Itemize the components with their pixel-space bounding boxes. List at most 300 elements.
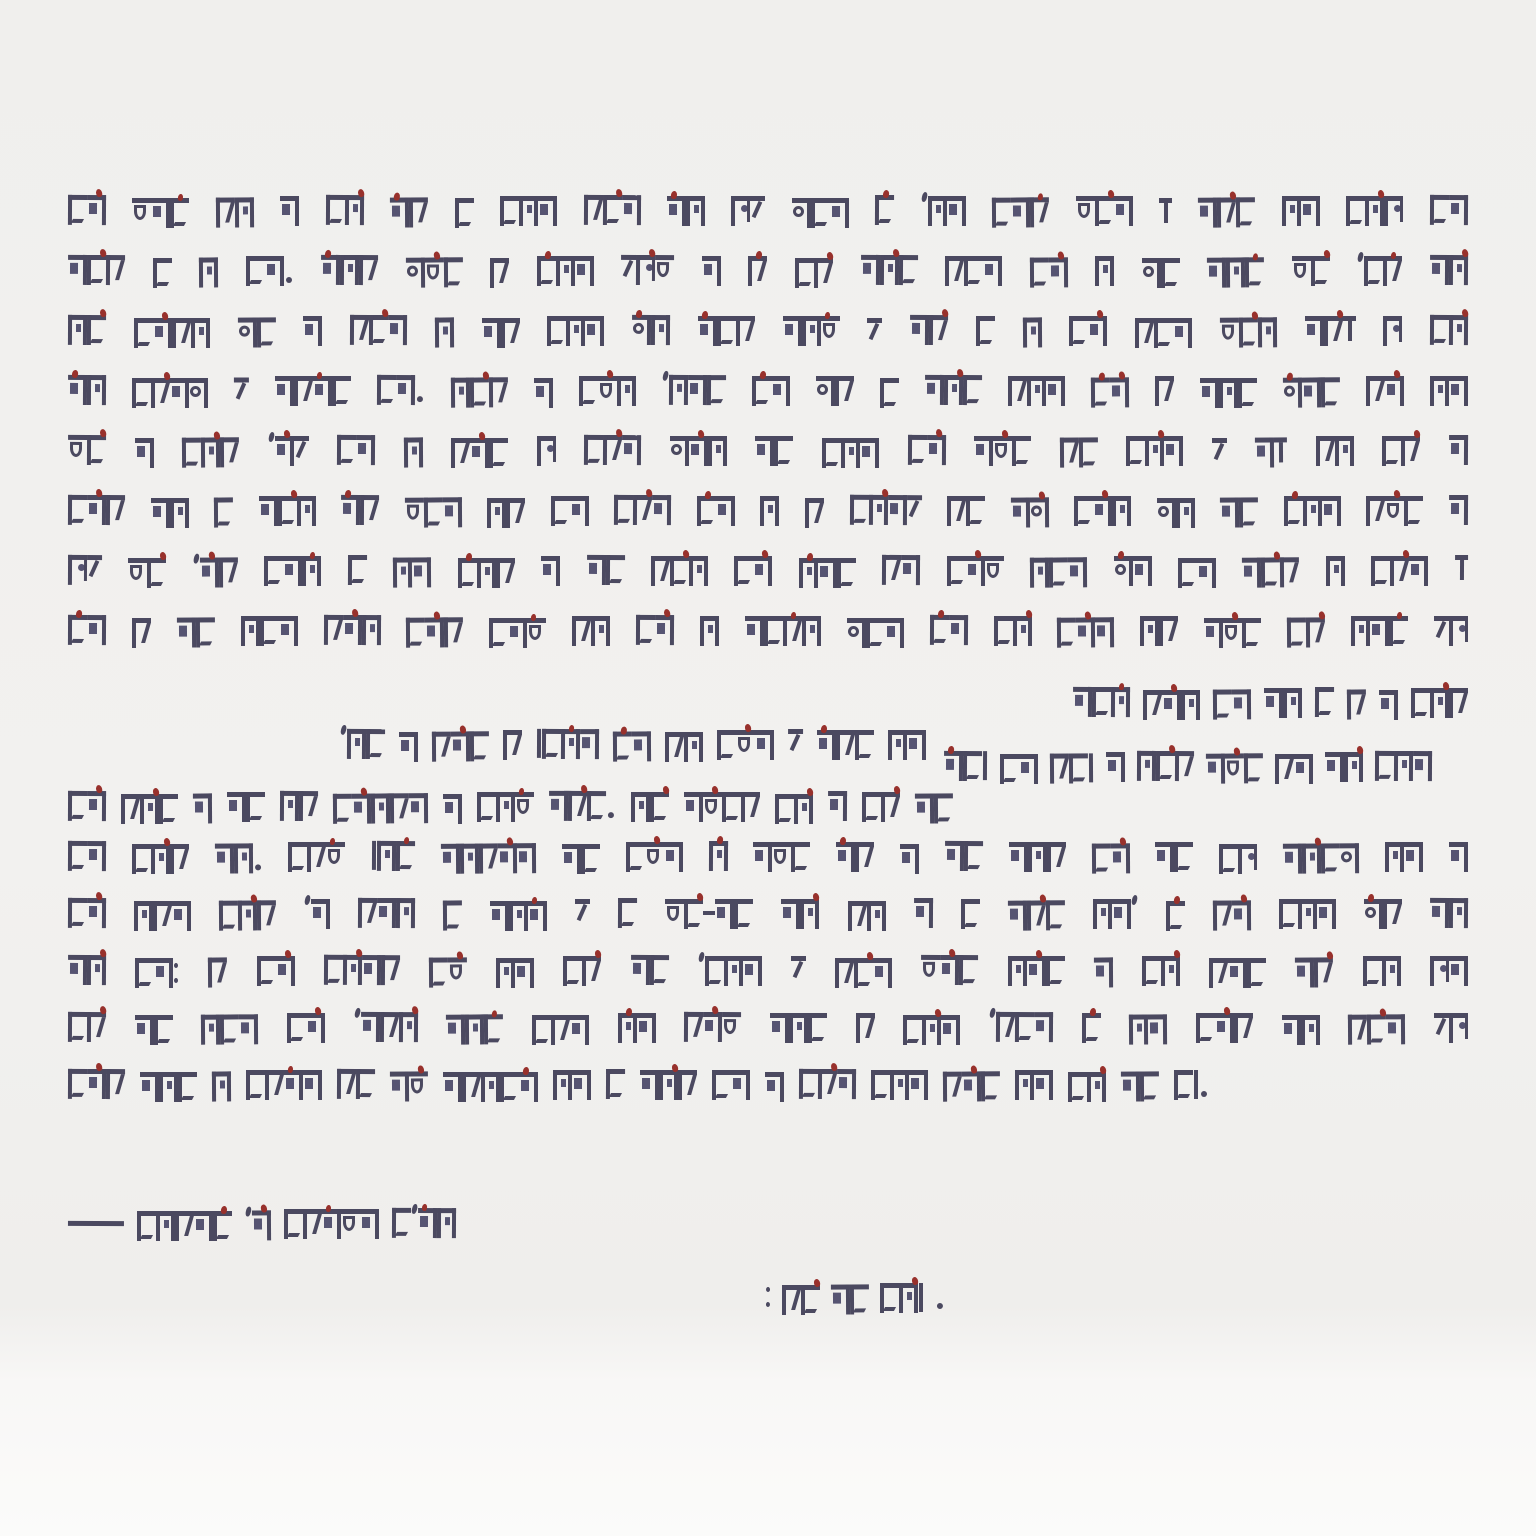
glyph	[170, 198, 189, 228]
word	[214, 497, 233, 527]
word	[135, 958, 179, 988]
glyph	[1140, 1071, 1159, 1101]
glyph	[362, 955, 381, 985]
glyph	[887, 495, 906, 525]
word	[1008, 956, 1065, 986]
glyph	[860, 438, 879, 468]
word	[945, 256, 1002, 286]
word	[348, 555, 367, 585]
glyph	[753, 556, 772, 586]
glyph	[1219, 844, 1238, 874]
glyph	[172, 318, 191, 348]
word	[477, 792, 534, 822]
glyph	[621, 255, 636, 285]
glyph	[193, 793, 212, 823]
text-line-4	[68, 376, 1468, 436]
danda-mark	[1194, 1070, 1198, 1099]
glyph	[393, 558, 412, 588]
glyph	[182, 438, 201, 468]
glyph	[496, 558, 515, 588]
glyph	[1133, 556, 1152, 586]
glyph	[487, 498, 506, 528]
glyph	[929, 315, 948, 345]
glyph	[1385, 842, 1404, 872]
word	[333, 793, 428, 824]
word	[132, 618, 151, 648]
word	[1050, 753, 1094, 783]
glyph	[1013, 616, 1032, 646]
glyph	[703, 792, 722, 822]
glyph	[302, 556, 321, 586]
word	[68, 898, 106, 928]
word	[1209, 958, 1266, 988]
glyph	[135, 958, 154, 988]
glyph	[772, 842, 791, 872]
glyph	[1197, 558, 1216, 588]
glyph	[963, 751, 982, 781]
glyph	[1159, 198, 1172, 228]
glyph	[1385, 496, 1404, 526]
diacritic-dot	[393, 192, 400, 201]
word	[399, 732, 418, 762]
word	[563, 956, 601, 986]
glyph	[781, 899, 800, 929]
glyph	[425, 257, 444, 287]
word	[910, 315, 948, 345]
glyph	[275, 436, 294, 466]
glyph	[631, 792, 650, 822]
glyph	[622, 435, 641, 465]
word	[745, 616, 821, 646]
glyph	[503, 730, 522, 760]
glyph	[1305, 316, 1324, 346]
glyph	[68, 495, 87, 525]
glyph	[347, 729, 366, 759]
word	[783, 316, 840, 346]
word	[836, 842, 874, 872]
glyph	[928, 196, 947, 226]
glyph	[618, 898, 637, 928]
glyph	[1226, 257, 1245, 287]
word	[888, 730, 926, 760]
glyph	[549, 791, 568, 821]
glyph	[1232, 900, 1251, 930]
apostrophe-mark	[193, 553, 200, 564]
glyph	[1034, 1070, 1053, 1100]
diacritic-dot	[883, 190, 890, 199]
glyph	[534, 378, 553, 408]
word	[451, 438, 508, 468]
glyph	[1340, 843, 1359, 873]
glyph	[252, 1210, 271, 1240]
glyph	[909, 1070, 928, 1100]
glyph	[326, 842, 345, 872]
glyph	[519, 1072, 538, 1102]
glyph	[196, 617, 215, 647]
glyph	[1011, 197, 1030, 227]
diacritic-dot	[316, 372, 322, 380]
glyph	[873, 958, 892, 988]
glyph	[392, 1208, 411, 1238]
word	[537, 436, 556, 466]
word	[1008, 900, 1065, 930]
glyph	[1046, 956, 1065, 986]
glyph	[1363, 956, 1382, 986]
glyph	[944, 751, 963, 781]
word	[1166, 901, 1185, 931]
word	[500, 196, 557, 226]
glyph	[390, 198, 409, 228]
glyph	[689, 436, 708, 466]
word	[68, 615, 106, 645]
glyph	[765, 1072, 784, 1102]
glyph	[941, 1015, 960, 1045]
glyph	[170, 498, 189, 528]
glyph	[404, 437, 423, 467]
glyph	[390, 1072, 409, 1102]
glyph	[265, 256, 284, 286]
glyph	[1161, 956, 1180, 986]
word	[354, 1012, 418, 1042]
diacritic-dot	[935, 428, 943, 437]
glyph	[837, 1069, 856, 1099]
word	[1430, 255, 1468, 285]
word	[799, 1069, 856, 1099]
diacritic-dot	[95, 188, 103, 197]
glyph	[1239, 497, 1258, 527]
glyph	[943, 1072, 962, 1102]
glyph	[87, 898, 106, 928]
word	[1009, 842, 1066, 872]
period-mark	[255, 864, 261, 870]
glyph	[1111, 687, 1130, 717]
word	[405, 497, 462, 527]
glyph	[741, 792, 760, 822]
glyph	[194, 1211, 213, 1241]
glyph	[667, 196, 686, 226]
word	[788, 729, 803, 759]
glyph	[1364, 256, 1383, 286]
glyph	[341, 1209, 360, 1239]
glyph	[752, 376, 771, 406]
glyph	[835, 376, 854, 406]
word	[935, 1282, 945, 1309]
word	[193, 557, 238, 587]
glyph	[734, 899, 753, 929]
glyph	[489, 377, 508, 407]
word	[393, 557, 431, 587]
word	[1142, 956, 1180, 986]
glyph	[68, 791, 87, 821]
glyph	[106, 495, 125, 525]
glyph	[484, 1014, 503, 1044]
glyph	[380, 1012, 399, 1042]
glyph	[260, 616, 279, 646]
word	[791, 956, 806, 986]
glyph	[470, 731, 489, 761]
word	[992, 197, 1049, 227]
glyph	[1282, 196, 1301, 226]
danda-mark	[372, 841, 376, 870]
glyph	[1225, 753, 1244, 783]
glyph	[875, 195, 894, 225]
word	[392, 1208, 456, 1238]
word	[945, 841, 983, 871]
glyph	[553, 1070, 572, 1100]
glyph	[1110, 377, 1129, 407]
word	[275, 376, 351, 406]
word	[1213, 689, 1251, 719]
word	[337, 1069, 375, 1099]
glyph	[147, 558, 166, 588]
word	[632, 315, 670, 345]
word	[246, 256, 294, 286]
glyph	[360, 495, 379, 525]
word	[1129, 1014, 1167, 1044]
glyph	[490, 901, 509, 931]
word	[1220, 317, 1277, 347]
glyph	[429, 958, 448, 988]
glyph	[1074, 496, 1093, 526]
glyph	[324, 955, 343, 985]
glyph	[227, 792, 246, 822]
glyph	[87, 315, 106, 345]
word	[903, 1015, 960, 1045]
glyph	[831, 1285, 850, 1315]
glyph	[575, 899, 590, 929]
glyph	[848, 901, 867, 931]
word	[698, 316, 755, 346]
glyph	[1379, 690, 1398, 720]
glyph	[1046, 376, 1065, 406]
glyph	[684, 792, 703, 822]
glyph	[633, 495, 652, 525]
diacritic-dot	[260, 1204, 268, 1213]
glyph	[575, 256, 594, 286]
word	[1142, 258, 1180, 288]
glyph	[697, 496, 716, 526]
glyph	[377, 841, 396, 871]
glyph	[283, 556, 302, 586]
glyph	[1430, 255, 1449, 285]
glyph	[760, 496, 779, 526]
word	[700, 616, 719, 646]
glyph	[1311, 256, 1330, 286]
glyph	[1011, 498, 1030, 528]
glyph	[1069, 753, 1088, 783]
glyph	[443, 794, 462, 824]
glyph	[1366, 496, 1385, 526]
glyph	[1049, 557, 1068, 587]
glyph	[1093, 496, 1112, 526]
word	[974, 436, 1031, 466]
word	[636, 615, 674, 645]
glyph	[1303, 496, 1322, 526]
glyph	[381, 955, 400, 985]
text-line-7	[68, 556, 1468, 616]
glyph	[515, 958, 534, 988]
glyph	[1219, 378, 1238, 408]
glyph	[821, 316, 840, 346]
word	[234, 377, 249, 407]
glyph	[508, 618, 527, 648]
word	[1095, 256, 1114, 286]
glyph	[707, 375, 726, 405]
glyph	[717, 316, 736, 346]
word	[443, 1072, 538, 1102]
glyph	[458, 558, 477, 588]
glyph	[547, 316, 566, 346]
glyph	[1015, 1070, 1034, 1100]
glyph	[406, 258, 425, 288]
glyph	[371, 793, 390, 823]
word	[128, 558, 166, 588]
glyph	[1413, 751, 1432, 781]
glyph	[1206, 754, 1225, 784]
glyph	[246, 1070, 265, 1100]
colon-mark	[765, 1282, 771, 1310]
glyph	[774, 436, 793, 466]
glyph	[1204, 618, 1223, 648]
word	[752, 376, 790, 406]
word	[121, 794, 178, 824]
glyph	[1178, 558, 1197, 588]
word	[860, 255, 917, 285]
glyph	[377, 898, 396, 928]
word	[799, 558, 856, 588]
glyph	[651, 556, 670, 586]
glyph	[1348, 1015, 1367, 1045]
glyph	[444, 617, 463, 647]
glyph	[670, 436, 689, 466]
glyph	[134, 901, 153, 931]
glyph	[322, 1209, 341, 1239]
word	[1282, 196, 1320, 226]
glyph	[1317, 899, 1336, 929]
period-mark	[417, 396, 423, 402]
glyph	[974, 436, 993, 466]
word	[717, 730, 774, 760]
word	[208, 957, 227, 987]
glyph	[717, 730, 736, 760]
glyph	[584, 435, 603, 465]
word	[245, 1210, 271, 1240]
glyph	[151, 844, 170, 874]
word	[1204, 618, 1261, 648]
word	[1430, 315, 1468, 345]
glyph	[1242, 558, 1261, 588]
word	[446, 1014, 503, 1044]
glyph	[276, 956, 295, 986]
glyph	[921, 955, 940, 985]
glyph	[926, 435, 945, 465]
glyph	[1073, 687, 1092, 717]
word	[390, 1071, 428, 1101]
glyph	[337, 435, 356, 465]
diacritic-dot	[1118, 683, 1124, 691]
diacritic-dot	[653, 835, 661, 844]
glyph	[603, 435, 622, 465]
glyph	[201, 437, 220, 467]
diacritic-dot	[1173, 896, 1180, 905]
word	[441, 843, 536, 874]
period-mark	[608, 812, 614, 818]
glyph	[537, 436, 556, 466]
glyph	[1008, 901, 1027, 931]
glyph	[1030, 197, 1049, 227]
glyph	[1346, 196, 1365, 226]
word	[882, 555, 920, 585]
glyph	[817, 730, 836, 760]
diacritic-dot	[357, 188, 365, 197]
word	[541, 556, 560, 586]
glyph	[1294, 754, 1313, 784]
glyph	[323, 615, 342, 645]
word	[1449, 435, 1468, 465]
word	[621, 255, 674, 285]
diacritic-dot	[1286, 372, 1293, 381]
word	[947, 556, 1004, 586]
glyph	[586, 555, 605, 585]
glyph	[1114, 556, 1133, 586]
glyph	[1302, 844, 1321, 874]
diacritic-dot	[522, 1067, 529, 1076]
word	[1346, 196, 1403, 226]
glyph	[87, 255, 106, 285]
glyph	[1247, 958, 1266, 988]
diacritic-dot	[492, 1010, 498, 1018]
glyph	[482, 318, 501, 348]
word	[537, 256, 594, 286]
word	[1076, 196, 1133, 226]
word	[862, 792, 900, 822]
glyph	[1284, 496, 1303, 526]
glyph	[684, 732, 703, 762]
glyph	[945, 841, 964, 871]
glyph	[1315, 687, 1334, 717]
glyph	[613, 732, 632, 762]
diacritic-dot	[330, 838, 336, 846]
glyph	[1455, 555, 1468, 585]
word	[1213, 900, 1251, 930]
period-mark	[1201, 1091, 1207, 1097]
glyph	[1213, 690, 1232, 720]
word	[1305, 316, 1356, 346]
glyph	[241, 616, 260, 646]
word	[1196, 1013, 1253, 1043]
glyph	[134, 318, 153, 348]
word	[1363, 956, 1401, 986]
word	[1292, 256, 1330, 286]
text-line-12	[68, 1013, 1468, 1070]
glyph	[811, 198, 830, 228]
glyph	[517, 843, 536, 873]
glyph	[343, 955, 362, 985]
glyph	[802, 316, 821, 346]
glyph	[837, 558, 856, 588]
glyph	[1386, 1014, 1405, 1044]
word	[304, 899, 330, 929]
glyph	[808, 1013, 827, 1043]
glyph	[306, 1013, 325, 1043]
word	[284, 1209, 379, 1239]
word	[822, 438, 879, 468]
glyph	[303, 316, 322, 346]
glyph	[1401, 436, 1420, 466]
glyph	[1430, 315, 1449, 345]
word	[626, 842, 683, 872]
word	[961, 899, 980, 929]
